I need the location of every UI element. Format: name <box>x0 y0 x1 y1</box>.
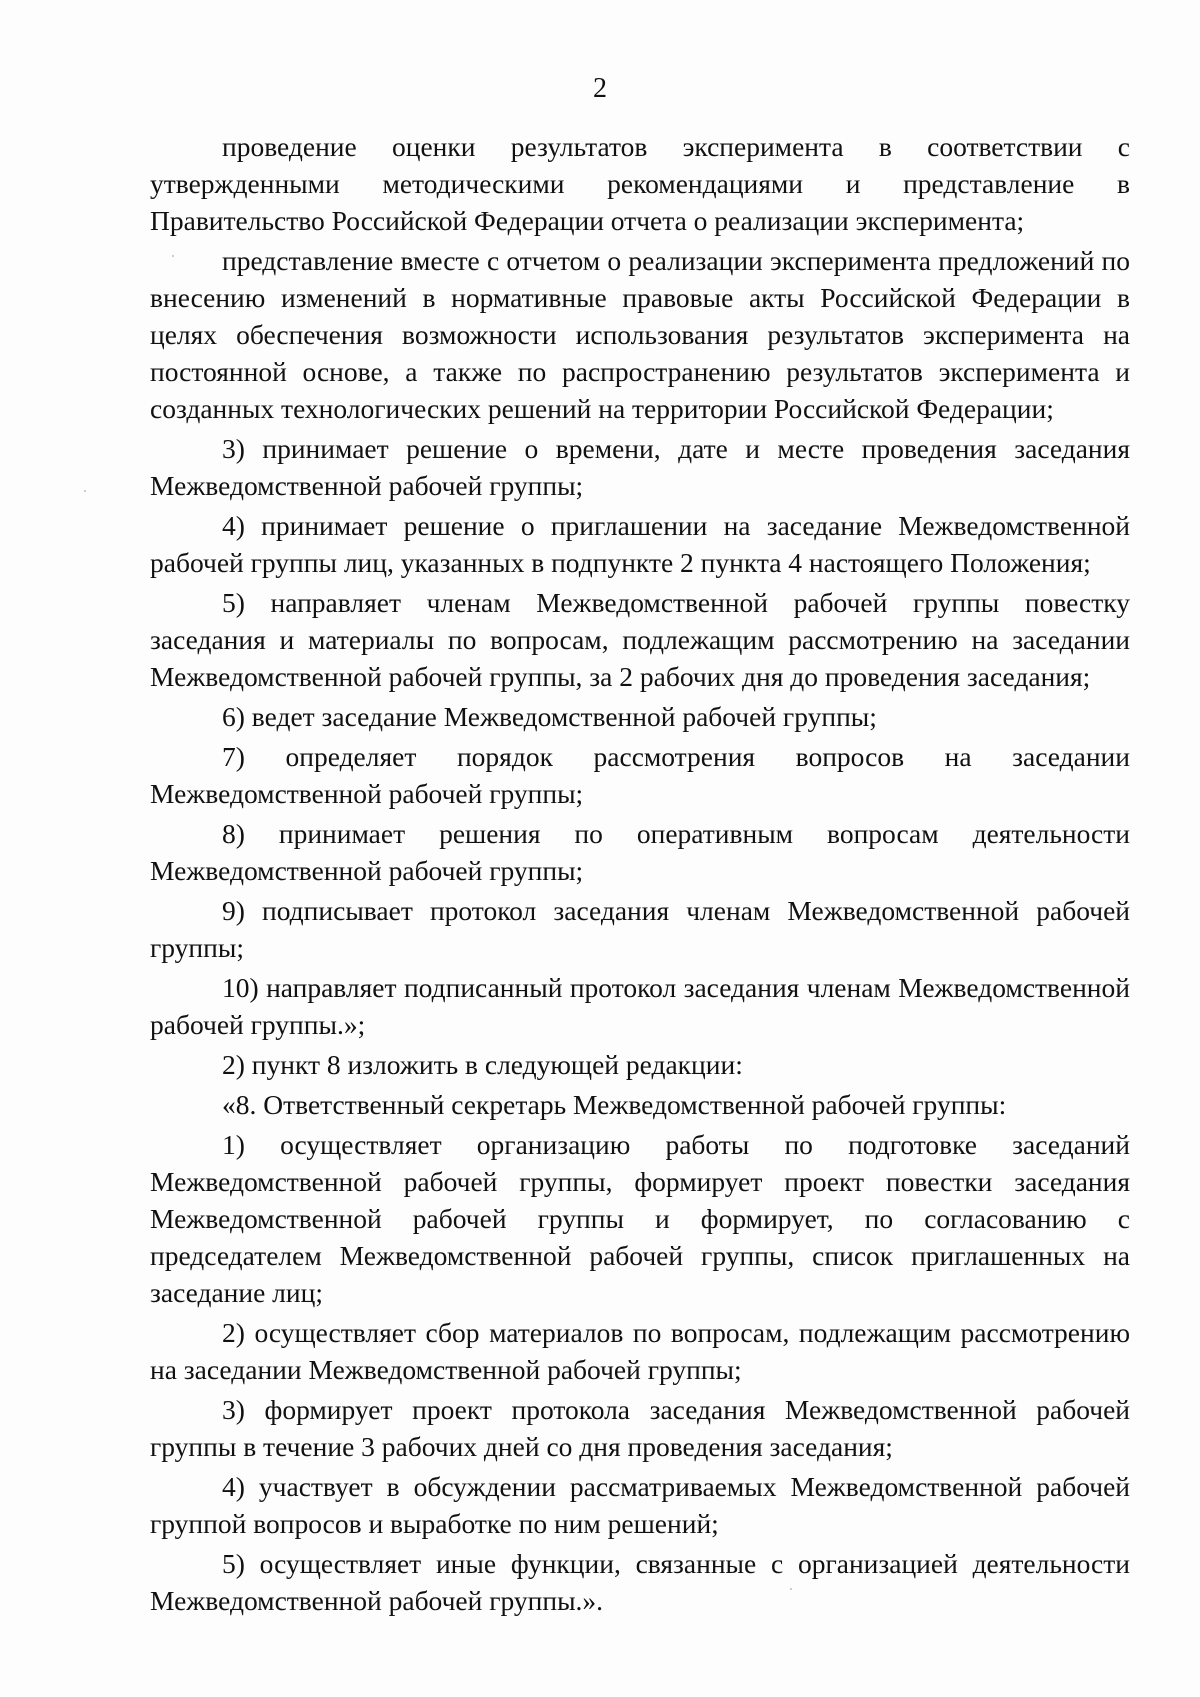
paragraph: 5) осуществляет иные функции, связанные с организацией деятельности Межведомственной рабочей группы.». <box>150 1548 1130 1616</box>
scan-speck <box>172 255 174 257</box>
paragraph: 5) направляет членам Межведомственной рабочей группы повестку заседания и материалы по вопросам, подлежащим рассмотрению на заседании Межведомственной рабочей группы, за 2 рабочих дня до проведения заседания; <box>150 587 1130 692</box>
paragraph: 7) определяет порядок рассмотрения вопросов на заседании Межведомственной рабочей группы; <box>150 741 1130 809</box>
paragraph: 8) принимает решения по оперативным вопросам деятельности Межведомственной рабочей группы; <box>150 818 1130 886</box>
paragraph: «8. Ответственный секретарь Межведомственной рабочей группы: <box>222 1089 1007 1120</box>
paragraph: 1) осуществляет организацию работы по подготовке заседаний Межведомственной рабочей группы, формирует проект повестки заседания Межведомственной рабочей группы и формирует, по согласованию с председателем Межведомственной рабочей группы, список приглашенных на заседание лиц; <box>150 1129 1130 1308</box>
page-number: 2 <box>593 73 607 104</box>
paragraph: 4) принимает решение о приглашении на заседание Межведомственной рабочей группы лиц, указанных в подпункте 2 пункта 4 настоящего Положения; <box>150 510 1130 578</box>
paragraph: 2) пункт 8 изложить в следующей редакции: <box>222 1049 743 1080</box>
scan-speck <box>84 490 86 492</box>
paragraph: 9) подписывает протокол заседания членам Межведомственной рабочей группы; <box>150 895 1130 963</box>
paragraph: представление вместе с отчетом о реализации эксперимента предложений по внесению изменений в нормативные правовые акты Российской Федерации в целях обеспечения возможности использования результатов эксперимента на постоянной основе, а также по распространению результатов эксперимента и созданных технологических решений на территории Российской Федерации; <box>150 245 1130 424</box>
paragraph: 2) осуществляет сбор материалов по вопросам, подлежащим рассмотрению на заседании Межведомственной рабочей группы; <box>150 1317 1130 1385</box>
paragraph: проведение оценки результатов эксперимента в соответствии с утвержденными методическими рекомендациями и представление в Правительство Российской Федерации отчета о реализации эксперимента; <box>150 131 1130 236</box>
paragraph: 6) ведет заседание Межведомственной рабочей группы; <box>222 701 877 732</box>
document-body <box>150 128 1130 1622</box>
paragraph: 4) участвует в обсуждении рассматриваемых Межведомственной рабочей группой вопросов и выработке по ним решений; <box>150 1471 1130 1539</box>
scan-speck <box>790 1588 792 1590</box>
paragraph: 10) направляет подписанный протокол заседания членам Межведомственной рабочей группы.»; <box>150 972 1130 1040</box>
paragraph: 3) формирует проект протокола заседания Межведомственной рабочей группы в течение 3 рабочих дней со дня проведения заседания; <box>150 1394 1130 1462</box>
paragraph: 3) принимает решение о времени, дате и месте проведения заседания Межведомственной рабочей группы; <box>150 433 1130 501</box>
